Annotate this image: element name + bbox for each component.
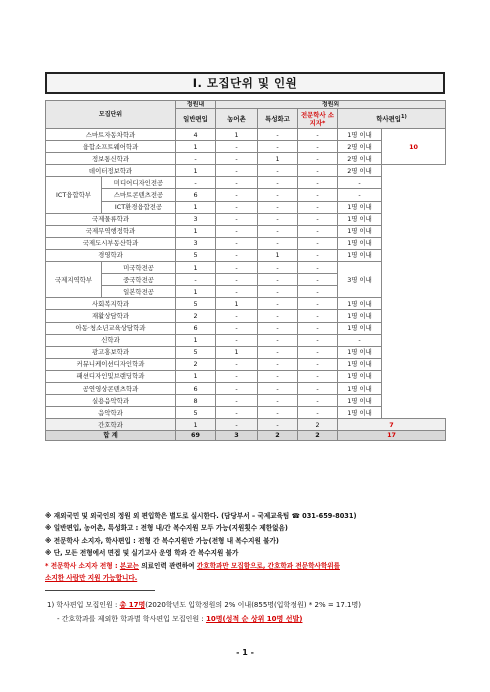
note-5-label: * 전문학사 소지자 전형 : bbox=[45, 561, 120, 570]
cell-general: 2 bbox=[176, 358, 216, 370]
cell-degree: - bbox=[298, 370, 338, 382]
cell-degree: - bbox=[298, 346, 338, 358]
cell-special: - bbox=[258, 189, 298, 201]
cell-special: - bbox=[258, 334, 298, 346]
dept-name: 국제물류학과 bbox=[46, 213, 176, 225]
cell-general: 1 bbox=[176, 334, 216, 346]
cell-farm: - bbox=[216, 395, 258, 407]
note-5-school: 본교는 bbox=[119, 561, 139, 570]
dept-name: 국제도시부동산학과 bbox=[46, 237, 176, 249]
header-out-quota: 정원외 bbox=[216, 101, 446, 109]
cell-general: 4 bbox=[176, 129, 216, 141]
cell-special: - bbox=[258, 286, 298, 298]
cell-degree: - bbox=[298, 310, 338, 322]
cell-farm: - bbox=[216, 286, 258, 298]
cell-farm: - bbox=[216, 407, 258, 419]
dept-name: 경영학과 bbox=[46, 249, 176, 261]
group-intl: 국제지역학부 bbox=[46, 262, 102, 298]
cell-bachelor: 1명 이내 bbox=[338, 346, 382, 358]
cell-farm: - bbox=[216, 310, 258, 322]
cell-general: 5 bbox=[176, 298, 216, 310]
cell-degree: - bbox=[298, 358, 338, 370]
cell-special: - bbox=[258, 370, 298, 382]
cell-degree: - bbox=[298, 249, 338, 261]
cell-special: 1 bbox=[258, 153, 298, 165]
cell-bachelor: 1명 이내 bbox=[338, 129, 382, 141]
total-general: 69 bbox=[176, 431, 216, 441]
table-row bbox=[46, 310, 446, 322]
cell-farm: - bbox=[216, 177, 258, 189]
header-in-quota: 정원내 bbox=[176, 101, 216, 109]
cell-bachelor-merged: 3명 이내 bbox=[338, 262, 382, 298]
cell-general: 1 bbox=[176, 225, 216, 237]
cell-degree: - bbox=[298, 322, 338, 334]
total-special: 2 bbox=[258, 431, 298, 441]
note-2: ※ 일반편입, 농어촌, 특성화고 : 전형 내/간 복수지원 모두 가능(지원횟수 제한없음) bbox=[45, 524, 288, 533]
cell-bachelor: 1명 이내 bbox=[338, 201, 382, 213]
cell-bachelor: - bbox=[338, 177, 382, 189]
cell-bachelor: 2명 이내 bbox=[338, 165, 382, 177]
total-bachelor: 17 bbox=[338, 431, 446, 441]
cell-general: - bbox=[176, 274, 216, 286]
cell-general: 2 bbox=[176, 310, 216, 322]
cell-farm: - bbox=[216, 237, 258, 249]
table-row bbox=[46, 213, 446, 225]
cell-general: 1 bbox=[176, 262, 216, 274]
note-4: ※ 단, 모든 전형에서 면접 및 실기고사 운영 학과 간 복수지원 불가 bbox=[45, 549, 239, 558]
cell-bachelor: 2명 이내 bbox=[338, 141, 382, 153]
cell-farm: - bbox=[216, 334, 258, 346]
cell-degree: 2 bbox=[298, 419, 338, 431]
cell-farm: - bbox=[216, 382, 258, 394]
dept-name: 미디어디자인전공 bbox=[102, 177, 176, 189]
note-5 bbox=[45, 560, 455, 572]
page-number: - 1 - bbox=[236, 648, 254, 657]
footnote-2-value: 10명(성적 순 상위 10명 선발) bbox=[205, 614, 303, 623]
cell-degree: - bbox=[298, 286, 338, 298]
table-row bbox=[46, 358, 446, 370]
footnote-2-label: - 간호학과를 제외한 학과별 학사편입 모집인원 : bbox=[57, 614, 206, 623]
cell-special: - bbox=[258, 322, 298, 334]
cell-farm: - bbox=[216, 201, 258, 213]
cell-farm: 1 bbox=[216, 346, 258, 358]
cell-degree: - bbox=[298, 189, 338, 201]
footnote-1 bbox=[47, 599, 361, 613]
footnotes bbox=[47, 599, 361, 626]
note-1: ※ 재외국민 및 외국인의 정원 외 편입학은 별도로 실시한다. (담당부서 – 국제교육팀 ☎ 031-659-8031) bbox=[45, 512, 357, 520]
dept-name: 간호학과 bbox=[46, 419, 176, 431]
cell-degree: - bbox=[298, 395, 338, 407]
header-bachelor: 학사편입$^{1)}$ bbox=[338, 109, 446, 129]
dept-name: ICT환경융합전공 bbox=[102, 201, 176, 213]
dept-name: 융합소프트웨어학과 bbox=[46, 141, 176, 153]
cell-degree: - bbox=[298, 274, 338, 286]
cell-farm: - bbox=[216, 165, 258, 177]
cell-special: - bbox=[258, 237, 298, 249]
cell-special: - bbox=[258, 129, 298, 141]
cell-general: 5 bbox=[176, 249, 216, 261]
cell-degree: - bbox=[298, 237, 338, 249]
table-row bbox=[46, 249, 446, 261]
table-row bbox=[46, 334, 446, 346]
cell-bachelor: 1명 이내 bbox=[338, 370, 382, 382]
note-3: ※ 전문학사 소지자, 학사편입 : 전형 간 복수지원만 가능(전형 내 복수지원 불가) bbox=[45, 536, 279, 545]
footnote-1-total: 총 17명 bbox=[119, 601, 146, 609]
cell-degree: - bbox=[298, 382, 338, 394]
dept-name: 데이터정보학과 bbox=[46, 165, 176, 177]
cell-general: 1 bbox=[176, 419, 216, 431]
cell-farm: 1 bbox=[216, 298, 258, 310]
dept-name: 신학과 bbox=[46, 334, 176, 346]
cell-special: - bbox=[258, 141, 298, 153]
dept-name: 사회복지학과 bbox=[46, 298, 176, 310]
cell-farm: - bbox=[216, 213, 258, 225]
cell-farm: - bbox=[216, 419, 258, 431]
cell-general: 5 bbox=[176, 407, 216, 419]
cell-bachelor: - bbox=[338, 189, 382, 201]
table-row bbox=[46, 370, 446, 382]
cell-farm: - bbox=[216, 153, 258, 165]
dept-name: 중국학전공 bbox=[102, 274, 176, 286]
cell-degree: - bbox=[298, 334, 338, 346]
cell-farm: 1 bbox=[216, 129, 258, 141]
cell-special: - bbox=[258, 395, 298, 407]
header-unit: 모집단위 bbox=[46, 101, 176, 129]
cell-general: 8 bbox=[176, 395, 216, 407]
cell-bachelor: - bbox=[338, 334, 382, 346]
cell-special: - bbox=[258, 407, 298, 419]
group-ict: ICT융합학부 bbox=[46, 177, 102, 213]
dept-name: 아동·청소년교육상담학과 bbox=[46, 322, 176, 334]
cell-degree: - bbox=[298, 213, 338, 225]
cell-bachelor: 1명 이내 bbox=[338, 382, 382, 394]
cell-bachelor: 2명 이내 bbox=[338, 153, 382, 165]
note-5-cont: 소지한 사람만 지원 가능합니다. bbox=[45, 574, 138, 583]
cell-bachelor: 1명 이내 bbox=[338, 298, 382, 310]
notes bbox=[45, 510, 455, 584]
cell-special: - bbox=[258, 382, 298, 394]
dept-name: 정보통신학과 bbox=[46, 153, 176, 165]
dept-name: 광고홍보학과 bbox=[46, 346, 176, 358]
cell-special: - bbox=[258, 225, 298, 237]
cell-general: 1 bbox=[176, 286, 216, 298]
cell-special: - bbox=[258, 165, 298, 177]
footnote-divider bbox=[45, 590, 155, 591]
total-degree: 2 bbox=[298, 431, 338, 441]
cell-special: 1 bbox=[258, 249, 298, 261]
table-row bbox=[46, 274, 446, 286]
table-row bbox=[46, 225, 446, 237]
dept-name: 음악학과 bbox=[46, 407, 176, 419]
cell-bachelor: 7 bbox=[338, 419, 446, 431]
cell-degree: - bbox=[298, 141, 338, 153]
header-farm: 농어촌 bbox=[216, 109, 258, 129]
cell-special: - bbox=[258, 262, 298, 274]
note-5-mid: 의료인력 관련하여 bbox=[139, 561, 197, 570]
dept-name: 커뮤니케이션디자인학과 bbox=[46, 358, 176, 370]
dept-name: 미국학전공 bbox=[102, 262, 176, 274]
header-general: 일반편입 bbox=[176, 109, 216, 129]
dept-name: 국제무역행정학과 bbox=[46, 225, 176, 237]
cell-special: - bbox=[258, 310, 298, 322]
total-label: 합 계 bbox=[46, 431, 176, 441]
cell-degree: - bbox=[298, 129, 338, 141]
table-row bbox=[46, 201, 446, 213]
cell-farm: - bbox=[216, 249, 258, 261]
cell-general: 3 bbox=[176, 213, 216, 225]
cell-bachelor: 1명 이내 bbox=[338, 395, 382, 407]
cell-general: 3 bbox=[176, 237, 216, 249]
footnote-1-label: 1) 학사편입 모집인원 : bbox=[47, 601, 120, 609]
footnote-1-detail: (2020학년도 입학정원의 2% 이내(855명(입학정원) * 2% = 17.1명) bbox=[145, 601, 362, 609]
table-row-nursing bbox=[46, 419, 446, 431]
table-row bbox=[46, 407, 446, 419]
cell-degree: - bbox=[298, 262, 338, 274]
cell-farm: - bbox=[216, 370, 258, 382]
dept-name: 공연영상콘텐츠학과 bbox=[46, 382, 176, 394]
cell-degree: - bbox=[298, 201, 338, 213]
cell-general: 6 bbox=[176, 322, 216, 334]
cell-farm: - bbox=[216, 141, 258, 153]
table-row-total bbox=[46, 431, 446, 441]
cell-degree: - bbox=[298, 225, 338, 237]
cell-farm: - bbox=[216, 274, 258, 286]
cell-general: 1 bbox=[176, 141, 216, 153]
cell-farm: - bbox=[216, 322, 258, 334]
cell-degree: - bbox=[298, 153, 338, 165]
header-special: 특성화고 bbox=[258, 109, 298, 129]
cell-bachelor: 1명 이내 bbox=[338, 358, 382, 370]
cell-farm: - bbox=[216, 358, 258, 370]
total-farm: 3 bbox=[216, 431, 258, 441]
table-row bbox=[46, 395, 446, 407]
dept-name: 스마트자동차학과 bbox=[46, 129, 176, 141]
table-row bbox=[46, 346, 446, 358]
section-title: Ⅰ. 모집단위 및 인원 bbox=[45, 72, 445, 94]
cell-special: - bbox=[258, 274, 298, 286]
dept-name: 스마트콘텐츠전공 bbox=[102, 189, 176, 201]
cell-general: 1 bbox=[176, 165, 216, 177]
table-row bbox=[46, 322, 446, 334]
cell-special: - bbox=[258, 298, 298, 310]
cell-general: - bbox=[176, 177, 216, 189]
table-row bbox=[46, 237, 446, 249]
table-row bbox=[46, 286, 446, 298]
cell-special: - bbox=[258, 358, 298, 370]
cell-bachelor: 1명 이내 bbox=[338, 249, 382, 261]
header-degree: 전문학사 소지자* bbox=[298, 109, 338, 129]
table-row bbox=[46, 189, 446, 201]
cell-bachelor: 1명 이내 bbox=[338, 225, 382, 237]
dept-name: 재활상담학과 bbox=[46, 310, 176, 322]
table-row bbox=[46, 165, 446, 177]
cell-degree: - bbox=[298, 177, 338, 189]
dept-name: 일본학전공 bbox=[102, 286, 176, 298]
cell-bachelor: 1명 이내 bbox=[338, 310, 382, 322]
cell-general: 6 bbox=[176, 382, 216, 394]
cell-bachelor: 1명 이내 bbox=[338, 237, 382, 249]
cell-general: 6 bbox=[176, 189, 216, 201]
cell-farm: - bbox=[216, 262, 258, 274]
cell-degree: - bbox=[298, 165, 338, 177]
dept-name: 실용음악학과 bbox=[46, 395, 176, 407]
cell-special: - bbox=[258, 201, 298, 213]
cell-general: 5 bbox=[176, 346, 216, 358]
cell-degree: - bbox=[298, 298, 338, 310]
table-row bbox=[46, 262, 446, 274]
note-5-nursing: 간호학과만 모집함으로, 간호학과 전문학사학위를 bbox=[196, 561, 340, 570]
cell-special: - bbox=[258, 419, 298, 431]
cell-special: - bbox=[258, 346, 298, 358]
table-row bbox=[46, 298, 446, 310]
dept-name: 패션디자인및브랜딩학과 bbox=[46, 370, 176, 382]
footnote-2 bbox=[47, 613, 361, 627]
table-row bbox=[46, 177, 446, 189]
cell-bachelor-subtotal: 10 bbox=[382, 129, 446, 165]
cell-general: 1 bbox=[176, 370, 216, 382]
recruitment-table bbox=[45, 100, 446, 441]
cell-bachelor: 1명 이내 bbox=[338, 322, 382, 334]
cell-bachelor: 1명 이내 bbox=[338, 407, 382, 419]
cell-degree: - bbox=[298, 407, 338, 419]
cell-farm: - bbox=[216, 225, 258, 237]
cell-special: - bbox=[258, 213, 298, 225]
cell-general: 1 bbox=[176, 201, 216, 213]
cell-farm: - bbox=[216, 189, 258, 201]
cell-general: - bbox=[176, 153, 216, 165]
table-row bbox=[46, 129, 446, 141]
cell-bachelor: 1명 이내 bbox=[338, 213, 382, 225]
cell-special: - bbox=[258, 177, 298, 189]
table-row bbox=[46, 382, 446, 394]
